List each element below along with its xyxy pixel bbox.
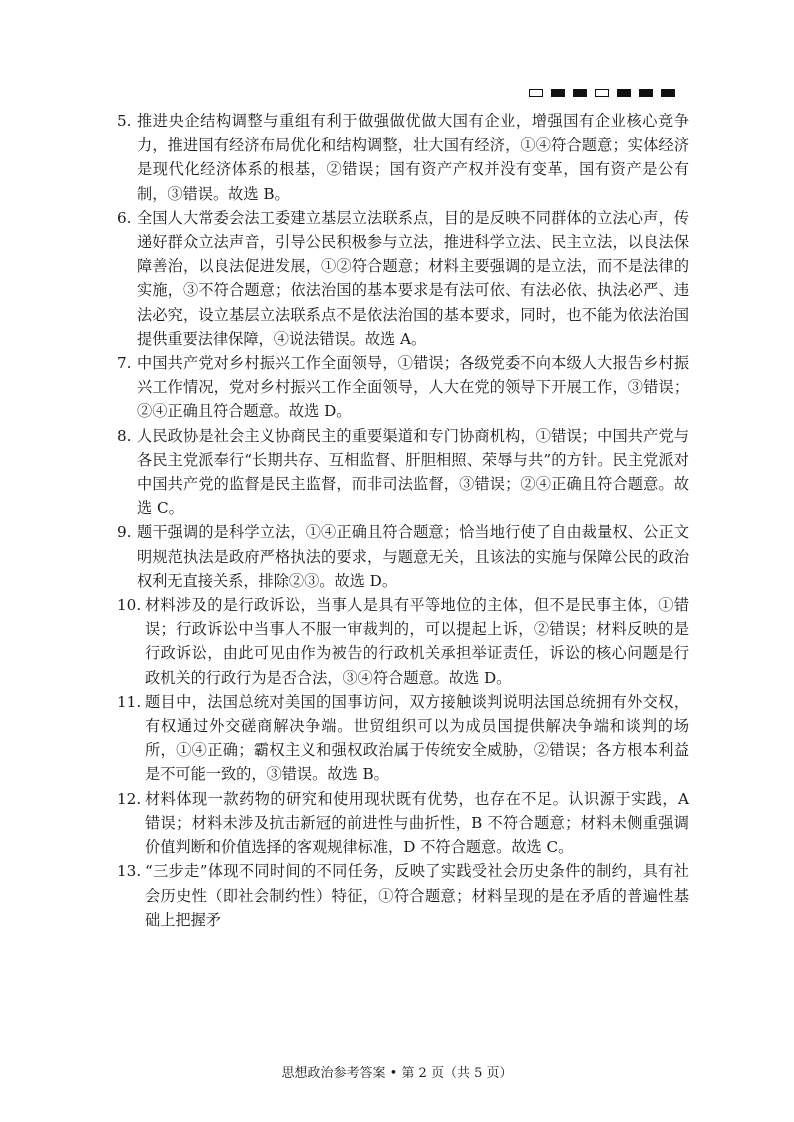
- header-mark-empty: [529, 89, 543, 97]
- header-mark-filled: [573, 89, 587, 97]
- answer-item: [117, 109, 689, 206]
- answer-text: 题干强调的是科学立法，①④正确且符合题意；恰当地行使了自由裁量权、公正文明规范执法是政府严格执法的要求，与题意无关，且该法的实施与保障公民的政治权利无直接关系，排除②③。故选 D。: [137, 523, 689, 590]
- answer-text: 人民政协是社会主义协商民主的重要渠道和专门协商机构，①错误；中国共产党与各民主党派奉行“长期共存、互相监督、肝胆相照、荣辱与共”的方针。民主党派对中国共产党的监督是民主监督，而非司法监督，③错误；②④正确且符合题意。故选 C。: [137, 426, 689, 518]
- answer-text: 推进央企结构调整与重组有利于做强做优做大国有企业，增强国有企业核心竞争力，推进国有经济布局优化和结构调整，壮大国有经济，①④符合题意；实体经济是现代化经济体系的根基，②错误；国有资产产权并没有变革，国有资产是公有制，③错误。故选 B。: [137, 112, 689, 203]
- answer-number: 6.: [117, 208, 132, 227]
- header-mark-filled: [661, 89, 675, 97]
- answer-text: 题目中，法国总统对美国的国事访问，双方接触谈判说明法国总统拥有外交权，有权通过外交磋商解决争端。世贸组织可以为成员国提供解决争端和谈判的场所，①④正确；霸权主义和强权政治属于传统安全威胁，②错误；各方根本利益是不可能一致的，③错误。故选 B。: [145, 692, 689, 784]
- answer-item: [117, 424, 689, 521]
- answer-item: [117, 351, 689, 424]
- header-marks: [529, 89, 675, 97]
- header-mark-empty: [595, 89, 609, 97]
- answer-number: 9.: [117, 523, 132, 542]
- answer-text: 材料涉及的是行政诉讼，当事人是具有平等地位的主体，但不是民事主体，①错误；行政诉讼中当事人不服一审裁判的，可以提起上诉，②错误；材料反映的是行政诉讼，由此可见由作为被告的行政机关承担举证责任，诉讼的核心问题是行政机关的行政行为是否合法，③④符合题意。故选 D。: [145, 596, 689, 687]
- header-mark-filled: [617, 89, 631, 97]
- answer-item: [117, 206, 689, 351]
- answer-text: 材料体现一款药物的研究和使用现状既有优势，也存在不足。认识源于实践，A 错误；材料未涉及抗击新冠的前进性与曲折性，B 不符合题意；材料未侧重强调价值判断和价值选择的客观规律标准，D 不符合题意。故选 C。: [145, 789, 689, 857]
- answer-number: 12.: [117, 789, 142, 808]
- answer-number: 13.: [117, 862, 142, 881]
- answer-item: [117, 859, 689, 932]
- answer-number: 11.: [117, 692, 142, 711]
- header-mark-filled: [639, 89, 653, 97]
- header-mark-filled: [551, 89, 565, 97]
- answer-number: 7.: [117, 354, 132, 373]
- answer-number: 10.: [117, 596, 142, 615]
- answer-number: 8.: [117, 426, 132, 445]
- page-footer: 思想政治参考答案 • 第 2 页（共 5 页）: [281, 1066, 513, 1081]
- answer-item: [117, 690, 689, 787]
- answer-list: [117, 109, 689, 932]
- answer-item: [117, 787, 689, 860]
- answer-item: [117, 593, 689, 690]
- answer-text: “三步走”体现不同时间的不同任务，反映了实践受社会历史条件的制约，具有社会历史性（即社会制约性）特征，①符合题意；材料呈现的是在矛盾的普遍性基础上把握矛: [145, 862, 689, 929]
- answer-text: 全国人大常委会法工委建立基层立法联系点，目的是反映不同群体的立法心声，传递好群众立法声音，引导公民积极参与立法，推进科学立法、民主立法，以良法保障善治，以良法促进发展，①②符合题意；材料主要强调的是立法，而不是法律的实施，③不符合题意；依法治国的基本要求是有法可依、有法必依、执法必严、违法必究，设立基层立法联系点不是依法治国的基本要求，同时，也不能为依法治国提供重要法律保障，④说法错误。故选 A。: [137, 208, 689, 348]
- answer-text: 中国共产党对乡村振兴工作全面领导，①错误；各级党委不向本级人大报告乡村振兴工作情况，党对乡村振兴工作全面领导，人大在党的领导下开展工作，③错误；②④正确且符合题意。故选 D。: [137, 354, 689, 421]
- answer-item: [117, 520, 689, 593]
- answer-number: 5.: [117, 112, 132, 130]
